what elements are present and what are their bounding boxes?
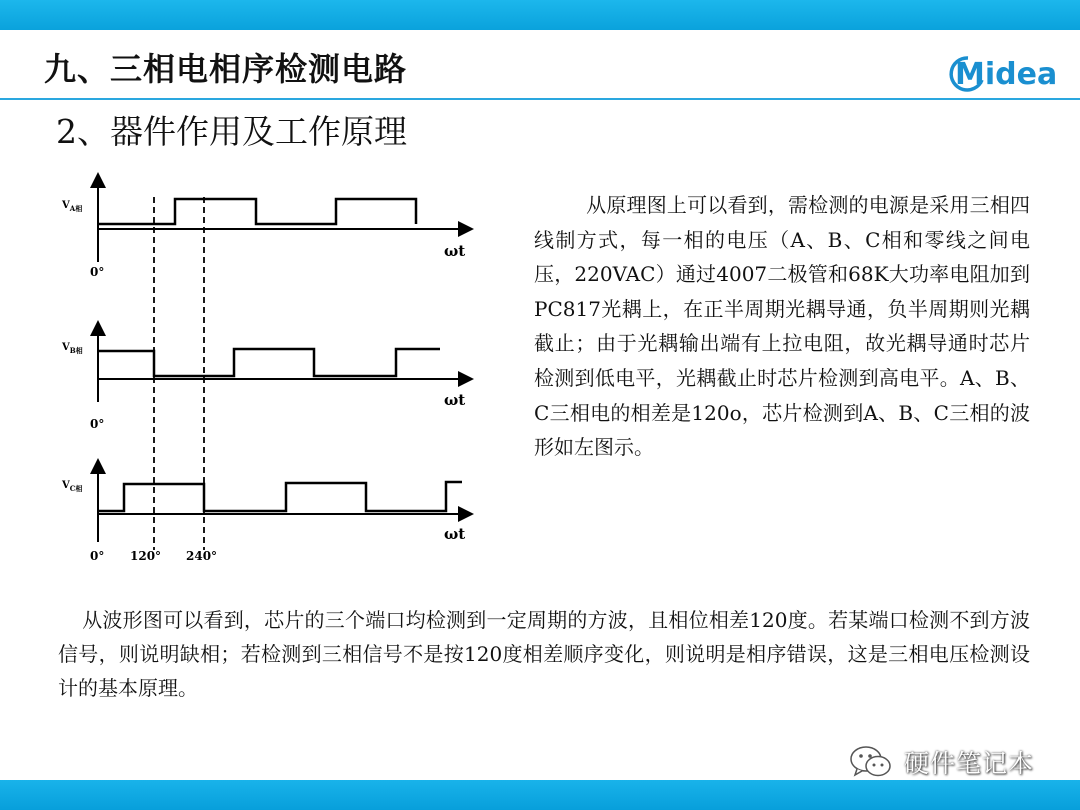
conclusion-text: 从波形图可以看到，芯片的三个端口均检测到一定周期的方波，且相位相差120度。若某端口检测不到方波信号，则说明缺相；若检测到三相信号不是按120度相差顺序变化，则说明是相序错误，这是三相电压检测设计的基本原理。 xyxy=(58,608,1030,700)
phase-b-waveform xyxy=(98,349,440,376)
tick-label-0: 0° xyxy=(90,549,105,563)
section-title: 九、三相电相序检测电路 xyxy=(44,50,408,88)
header-divider xyxy=(0,98,1080,100)
principle-paragraph xyxy=(534,188,1030,465)
wechat-icon xyxy=(848,744,894,780)
tick-label-240: 240° xyxy=(186,549,218,563)
logo-text: Midea xyxy=(955,57,1058,92)
waveform-svg xyxy=(56,172,486,572)
phase-b-axis-label: ωt xyxy=(444,391,466,409)
conclusion-paragraph xyxy=(58,603,1030,705)
top-banner xyxy=(0,0,1080,30)
phase-c-axis-label: ωt xyxy=(444,525,466,543)
tick-label-120: 120° xyxy=(130,549,162,563)
phase-c-label: $V_{C相}$ xyxy=(62,480,83,493)
midea-logo xyxy=(948,50,1058,94)
phase-a-label: $V_{A相}$ xyxy=(62,200,83,213)
phase-c-waveform xyxy=(98,482,462,511)
midea-logo-icon xyxy=(948,50,1058,94)
phase-c-plot xyxy=(61,466,466,563)
subtitle: 2、器件作用及工作原理 xyxy=(56,112,407,151)
bottom-banner xyxy=(0,780,1080,810)
phase-a-plot xyxy=(61,180,466,279)
waveform-diagram xyxy=(56,172,486,576)
phase-b-plot xyxy=(61,328,466,431)
watermark xyxy=(848,742,1034,782)
phase-b-label: $V_{B相}$ xyxy=(62,342,83,355)
principle-text: 从原理图上可以看到，需检测的电源是采用三相四线制方式，每一相的电压（A、B、C相和零线之间电压，220VAC）通过4007二极管和68K大功率电阻加到PC817光耦上，在正半周期光耦导通，负半周期则光耦截止；由于光耦输出端有上拉电阻，故光耦导通时芯片检测到低电平，光耦截止时芯片检测到高电平。A、B、C三相电的相差是120o，芯片检测到A、B、C三相的波形如左图示。 xyxy=(534,193,1030,460)
phase-a-axis-label: ωt xyxy=(444,242,466,260)
phase-a-origin-label: 0° xyxy=(90,265,105,279)
phase-b-origin-label: 0° xyxy=(90,417,105,431)
phase-a-waveform xyxy=(98,199,416,224)
watermark-text: 硬件笔记本 xyxy=(904,749,1035,778)
